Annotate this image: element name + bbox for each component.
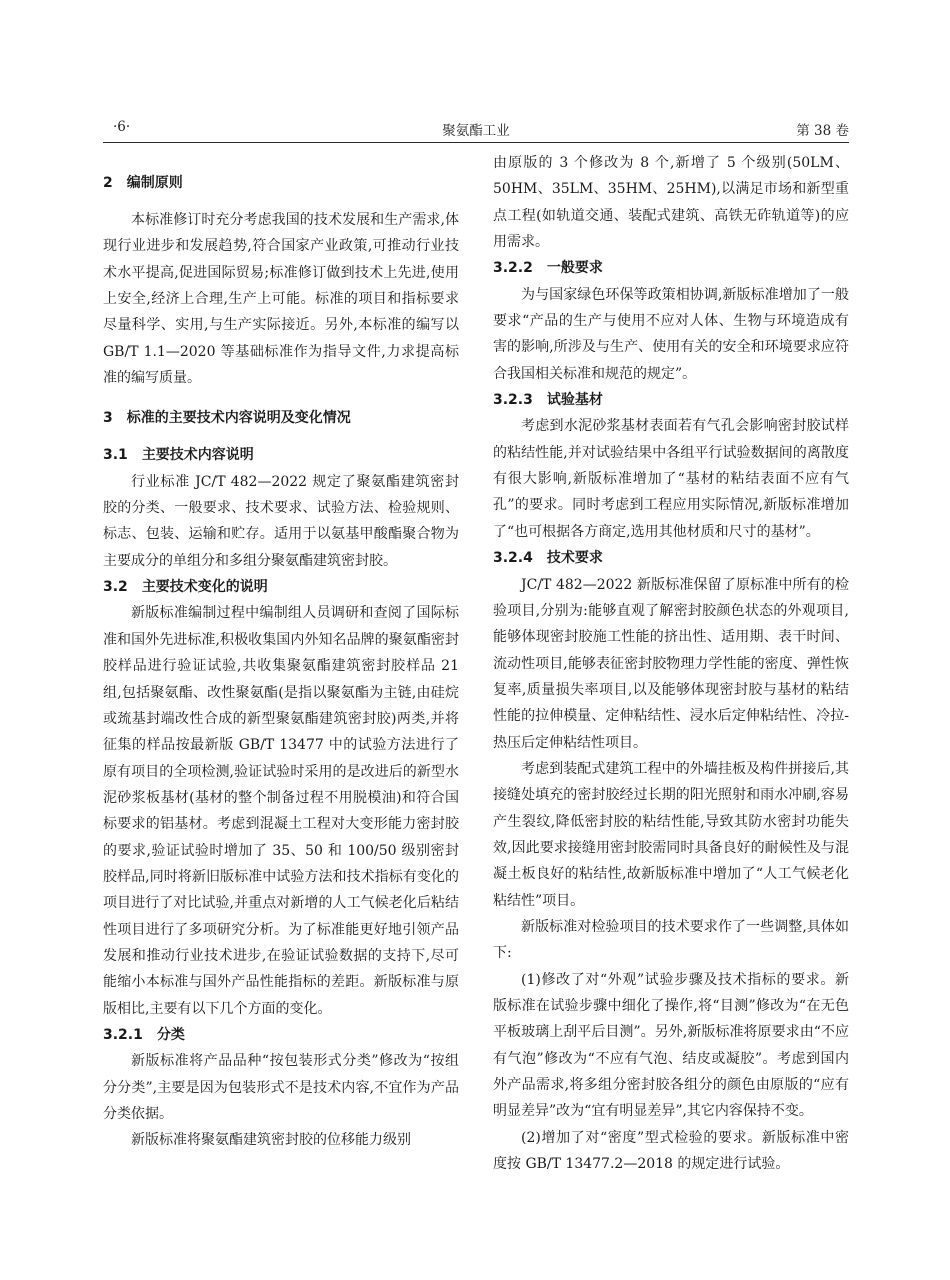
journal-name: 聚氨酯工业 [442, 123, 510, 139]
paragraph: (1)修改了对“外观”试验步骤及技术指标的要求。新版标准在试验步骤中细化了操作,将“目测”修改为“在无色平板玻璃上刮平后目测”。另外,新版标准将原要求由“不应有气泡”修改为“不应有气泡、结皮或凝胶”。考虑到国内外产品需求,将多组分密封胶各组分的颜色由原版的“应有明显差异”改为“宜有明显差异”,其它内容保持不变。 [493, 971, 849, 1120]
subsection-title: 一般要求 [546, 260, 603, 277]
paragraph: 新版标准将聚氨酯建筑密封胶的位移能力级别 [131, 1132, 411, 1149]
subsection-number: 3.2 [103, 579, 128, 596]
volume-label: 第 38 卷 [796, 123, 849, 139]
paragraph: 考虑到装配式建筑工程中的外墙挂板及构件拼接后,其接缝处填充的密封胶经过长期的阳光照射和雨水冲刷,容易产生裂纹,降低密封胶的粘结性能,导致其防水密封功能失效,因此要求接缝用密封胶需同时具备良好的耐候性及与混凝土板良好的粘结性,故新版标准中增加了“人工气候老化粘结性”项目。 [493, 760, 849, 909]
subsection-title: 主要技术变化的说明 [141, 579, 268, 596]
subsection-number: 3.2.1 [103, 1026, 143, 1043]
subsection-number: 3.2.2 [493, 260, 533, 277]
paragraph: 本标准修订时充分考虑我国的技术发展和生产需求,体现行业进步和发展趋势,符合国家产业政策,可推动行业技术水平提高,促进国际贸易;标准修订做到技术上先进,使用上安全,经济上合理,生产上可能。标准的项目和指标要求尽量科学、实用,与生产实际接近。另外,本标准的编写以 GB/T 1.1—2020 等基础标准作为指导文件,力求提高标准的编写质量。 [103, 212, 459, 387]
subsection-heading-3-2-2 [493, 255, 849, 281]
subsection-number: 3.2.4 [493, 550, 533, 567]
subsection-title: 技术要求 [546, 550, 603, 567]
subsection-title: 分类 [156, 1026, 185, 1043]
paragraph: 新版标准编制过程中编制组人员调研和查阅了国际标准和国外先进标准,积极收集国内外知名品牌的聚氨酯密封胶样品进行验证试验,共收集聚氨酯建筑密封胶样品 21 组,包括聚氨酯、改性聚氨酯(是指以聚氨酯为主链,由硅烷或巯基封端改性合成的新型聚氨酯建筑密封胶)两类,并将征集的样品按最新版 GB/T 13477 中的试验方法进行了原有项目的全项检测,验证试验时采用的是改进后的新型水泥砂浆板基材(基材的整个制备过程不用脱模油)和符合国标要求的铝基材。考虑到混凝土工程对大变形能力密封胶的要求,验证试验时增加了 35、50 和 100/50 级别密封胶样品,同时将新旧版标准中试验方法和技术指标有变化的项目进行了对比试验,并重点对新增的人工气候老化后粘结性项目进行了多项研究分析。为了标准能更好地引领产品发展和推动行业技术进步,在验证试验数据的支持下,尽可能缩小本标准与国外产品性能指标的差距。新版标准与原版相比,主要有以下几个方面的变化。 [103, 605, 459, 1017]
paragraph-continued: 由原版的 3 个修改为 8 个,新增了 5 个级别(50LM、50HM、35LM、35HM、25HM),以满足市场和新型重点工程(如轨道交通、装配式建筑、高铁无砟轨道等)的应用需求。 [493, 155, 849, 251]
paragraph: 考虑到水泥砂浆基材表面若有气孔会影响密封胶试样的粘结性能,并对试验结果中各组平行试验数据间的离散度有很大影响,新版标准增加了“基材的粘结表面不应有气孔”的要求。同时考虑到工程应用实际情况,新版标准增加了“也可根据各方商定,选用其他材质和尺寸的基材”。 [493, 418, 849, 540]
running-header [103, 119, 849, 141]
section-heading-3 [103, 405, 459, 431]
paragraph: (2)增加了对“密度”型式检验的要求。新版标准中密度按 GB/T 13477.2—2018 的规定进行试验。 [493, 1129, 849, 1173]
header-rule [103, 142, 849, 143]
subsection-number: 3.2.3 [493, 392, 533, 409]
left-column [103, 150, 459, 1154]
section-number: 3 [103, 410, 113, 427]
paragraph: 新版标准将产品品种“按包装形式分类”修改为“按组分分类”,主要是因为包装形式不是技术内容,不宜作为产品分类依据。 [103, 1053, 459, 1122]
section-title: 编制原则 [126, 175, 183, 191]
subsection-title: 试验基材 [546, 392, 603, 409]
paragraph: JC/T 482—2022 新版标准保留了原标准中所有的检验项目,分别为:能够直观了解密封胶颜色状态的外观项目,能够体现密封胶施工性能的挤出性、适用期、表干时间、流动性项目,能够表征密封胶物理力学性能的密度、弹性恢复率,质量损失率项目,以及能够体现密封胶与基材的粘结性能的拉伸模量、定伸粘结性、浸水后定伸粘结性、冷拉-热压后定伸粘结性项目。 [493, 576, 849, 751]
paragraph: 行业标准 JC/T 482—2022 规定了聚氨酯建筑密封胶的分类、一般要求、技术要求、试验方法、检验规则、标志、包装、运输和贮存。适用于以氨基甲酸酯聚合物为主要成分的单组分和多组分聚氨酯建筑密封胶。 [103, 473, 459, 569]
subsection-heading-3-2-4 [493, 545, 849, 571]
subsection-heading-3-1 [103, 442, 459, 468]
subsection-heading-3-2 [103, 574, 459, 600]
subsection-title: 主要技术内容说明 [141, 447, 254, 464]
paragraph: 为与国家绿色环保等政策相协调,新版标准增加了一般要求“产品的生产与使用不应对人体、生物与环境造成有害的影响,所涉及与生产、使用有关的安全和环境要求应符合我国相关标准和规范的规定”。 [493, 286, 849, 382]
paragraph: 新版标准对检验项目的技术要求作了一些调整,具体如下: [493, 918, 849, 962]
subsection-heading-3-2-1 [103, 1022, 459, 1048]
section-number: 2 [103, 175, 113, 191]
right-column [493, 150, 849, 1177]
section-title: 标准的主要技术内容说明及变化情况 [126, 410, 351, 427]
subsection-number: 3.1 [103, 447, 128, 464]
section-heading-2 [103, 170, 459, 196]
page-number: ·6· [113, 119, 131, 135]
subsection-heading-3-2-3 [493, 387, 849, 413]
